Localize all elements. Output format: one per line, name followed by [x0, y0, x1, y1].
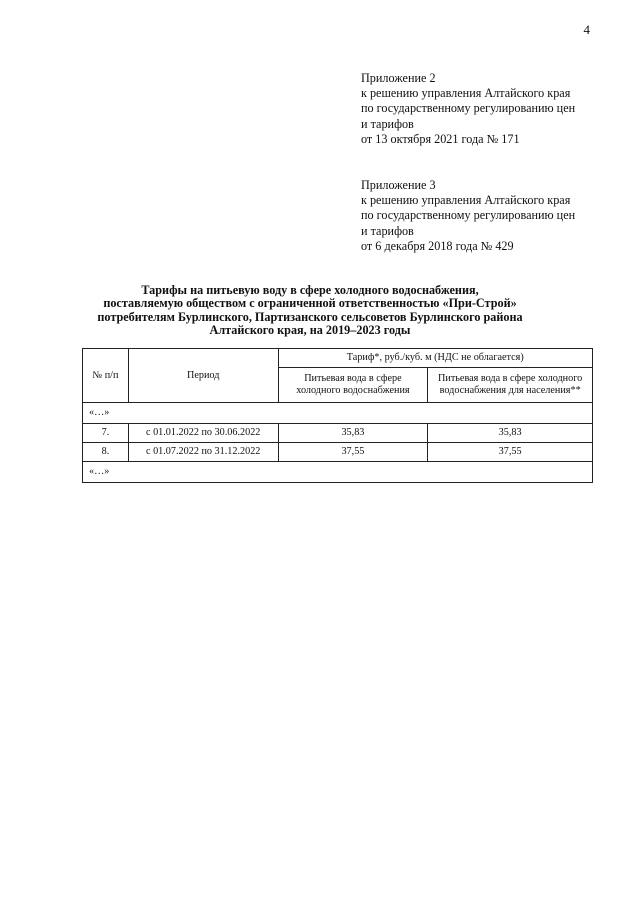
- page-number: 4: [583, 22, 590, 37]
- appendix-3-line: по государственному регулированию цен: [361, 208, 576, 223]
- appendix-3-line: и тарифов: [361, 223, 414, 238]
- appendix-2-header: [361, 71, 575, 147]
- title-line: Алтайского края, на 2019–2023 годы: [209, 323, 411, 338]
- title-line: поставляемую обществом с ограниченной ответственностью «При-Строй»: [103, 296, 517, 311]
- appendix-2-line: Приложение 2: [361, 71, 436, 85]
- table-row: [83, 424, 593, 443]
- header-cold-water-line: Питьевая вода в сфере: [304, 373, 402, 384]
- cell-period: с 01.01.2022 по 30.06.2022: [128, 424, 278, 443]
- appendix-3-line: к решению управления Алтайского края: [361, 193, 571, 208]
- cell-population: 35,83: [428, 424, 593, 443]
- appendix-2-line: по государственному регулированию цен: [361, 101, 576, 116]
- title-line: Тарифы на питьевую воду в сфере холодного водоснабжения,: [141, 283, 479, 297]
- cell-period: с 01.07.2022 по 31.12.2022: [128, 443, 278, 462]
- title-line: потребителям Бурлинского, Партизанского сельсоветов Бурлинского района: [97, 309, 523, 324]
- cell-cold-water: 37,55: [278, 443, 428, 462]
- appendix-3-header: [361, 178, 575, 254]
- document-title: [80, 284, 540, 338]
- appendix-3-line: от 6 декабря 2018 года № 429: [361, 238, 514, 253]
- header-cold-water-line: холодного водоснабжения: [296, 385, 410, 396]
- table-row: [83, 443, 593, 462]
- cell-cold-water: 35,83: [278, 424, 428, 443]
- header-population-line: водоснабжения для населения**: [439, 385, 581, 396]
- appendix-2-line: и тарифов: [361, 116, 414, 131]
- ellipsis-cell: «…»: [83, 403, 593, 424]
- appendix-2-line: от 13 октября 2021 года № 171: [361, 131, 520, 146]
- header-population: [428, 368, 593, 403]
- header-number: № п/п: [83, 349, 129, 403]
- ellipsis-cell: «…»: [83, 462, 593, 483]
- table-ellipsis-row: [83, 403, 593, 424]
- table-ellipsis-row: [83, 462, 593, 483]
- appendix-2-line: к решению управления Алтайского края: [361, 86, 571, 101]
- header-cold-water: [278, 368, 428, 403]
- cell-number: 7.: [83, 424, 129, 443]
- header-tariff: Тариф*, руб./куб. м (НДС не облагается): [278, 349, 592, 368]
- cell-population: 37,55: [428, 443, 593, 462]
- cell-number: 8.: [83, 443, 129, 462]
- header-period: Период: [128, 349, 278, 403]
- header-population-line: Питьевая вода в сфере холодного: [438, 373, 583, 384]
- tariff-table: [82, 348, 593, 483]
- appendix-3-line: Приложение 3: [361, 178, 436, 192]
- table-header-row: [83, 349, 593, 368]
